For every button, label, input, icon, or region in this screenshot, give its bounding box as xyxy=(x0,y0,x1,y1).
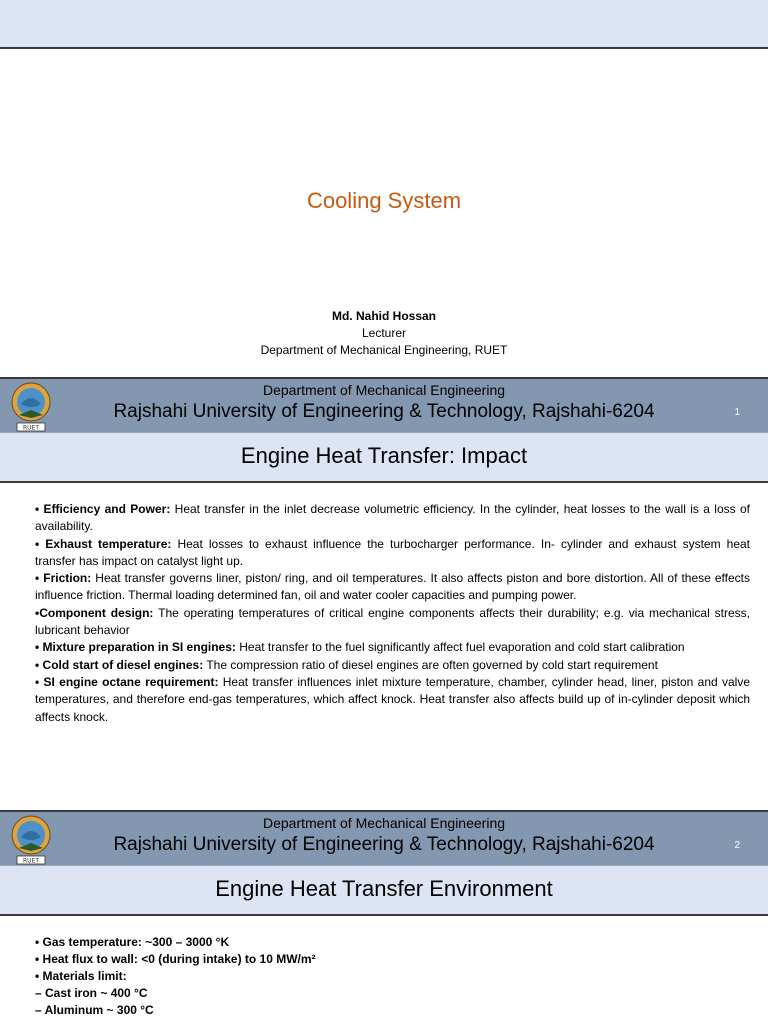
bullet-item: • Exhaust temperature: Heat losses to exhaust influence the turbocharger performance. In- cylinder and exhaust system heat transfer has impact on catalyst light up. xyxy=(35,536,751,568)
bullet-item: • Materials limit: xyxy=(35,969,127,983)
bullet-item: • SI engine octane requirement: Heat transfer influences inlet mixture temperature, chamber, cylinder head, liner, piston and valve temperatures, and therefore end-gas temperatures, which affect knock. Heat transfer also affects build up of in-cylinder deposit which affects knock. xyxy=(35,674,750,724)
slide-header xyxy=(0,432,768,483)
footer-university: Rajshahi University of Engineering & Technology, Rajshahi-6204 xyxy=(113,834,655,855)
bullet-item: • Gas temperature: ~300 – 3000 °K xyxy=(35,935,230,949)
slide-title: Cooling System xyxy=(306,188,462,213)
footer-department: Department of Mechanical Engineering xyxy=(262,815,506,831)
bullet-item: • Efficiency and Power: Heat transfer in the inlet decrease volumetric efficiency. In the cylinder, heat losses to the wall is a loss of availability. xyxy=(35,502,750,534)
bullet-item: • Friction: Heat transfer governs liner, piston/ ring, and oil temperatures. It also affects piston and bore distortion. All of these effects influence friction. Thermal loading determined fan, oil and water cooler capacities and pumping power. xyxy=(35,571,751,603)
slide-footer xyxy=(0,810,768,867)
slide-heading: Engine Heat Transfer Environment xyxy=(215,876,553,901)
author-block xyxy=(0,308,768,359)
bullet-item: •Component design: The operating temperatures of critical engine components affects their durability; e.g. via mechanical stress, lubricant behavior xyxy=(35,605,750,638)
author-role: Lecturer xyxy=(361,326,407,340)
top-band xyxy=(0,0,768,49)
bullet-item: • Mixture preparation in SI engines: Heat transfer to the fuel significantly affect fuel evaporation and cold start calibration xyxy=(35,640,685,655)
bullet-item: – Aluminum ~ 300 °C xyxy=(35,1003,154,1017)
bullet-item: – Cast iron ~ 400 °C xyxy=(35,986,148,1000)
page-number: 2 xyxy=(734,840,740,851)
bullet-item: • Cold start of diesel engines: The compression ratio of diesel engines are often governed by cold start requirement xyxy=(35,657,658,672)
footer-department: Department of Mechanical Engineering xyxy=(262,382,506,398)
slide-footer xyxy=(0,377,768,434)
author-dept: Department of Mechanical Engineering, RUET xyxy=(260,343,508,357)
slide-body xyxy=(35,501,750,726)
page-number: 1 xyxy=(734,407,740,418)
svg-text:RUET: RUET xyxy=(22,424,40,432)
slide-body xyxy=(35,934,750,1019)
author-name: Md. Nahid Hossan xyxy=(331,309,436,323)
slide-header xyxy=(0,865,768,916)
svg-text:RUET: RUET xyxy=(22,857,40,865)
bullet-item: • Heat flux to wall: <0 (during intake) to 10 MW/m² xyxy=(35,952,316,966)
slide-heading: Engine Heat Transfer: Impact xyxy=(240,443,528,468)
footer-university: Rajshahi University of Engineering & Technology, Rajshahi-6204 xyxy=(113,401,655,422)
